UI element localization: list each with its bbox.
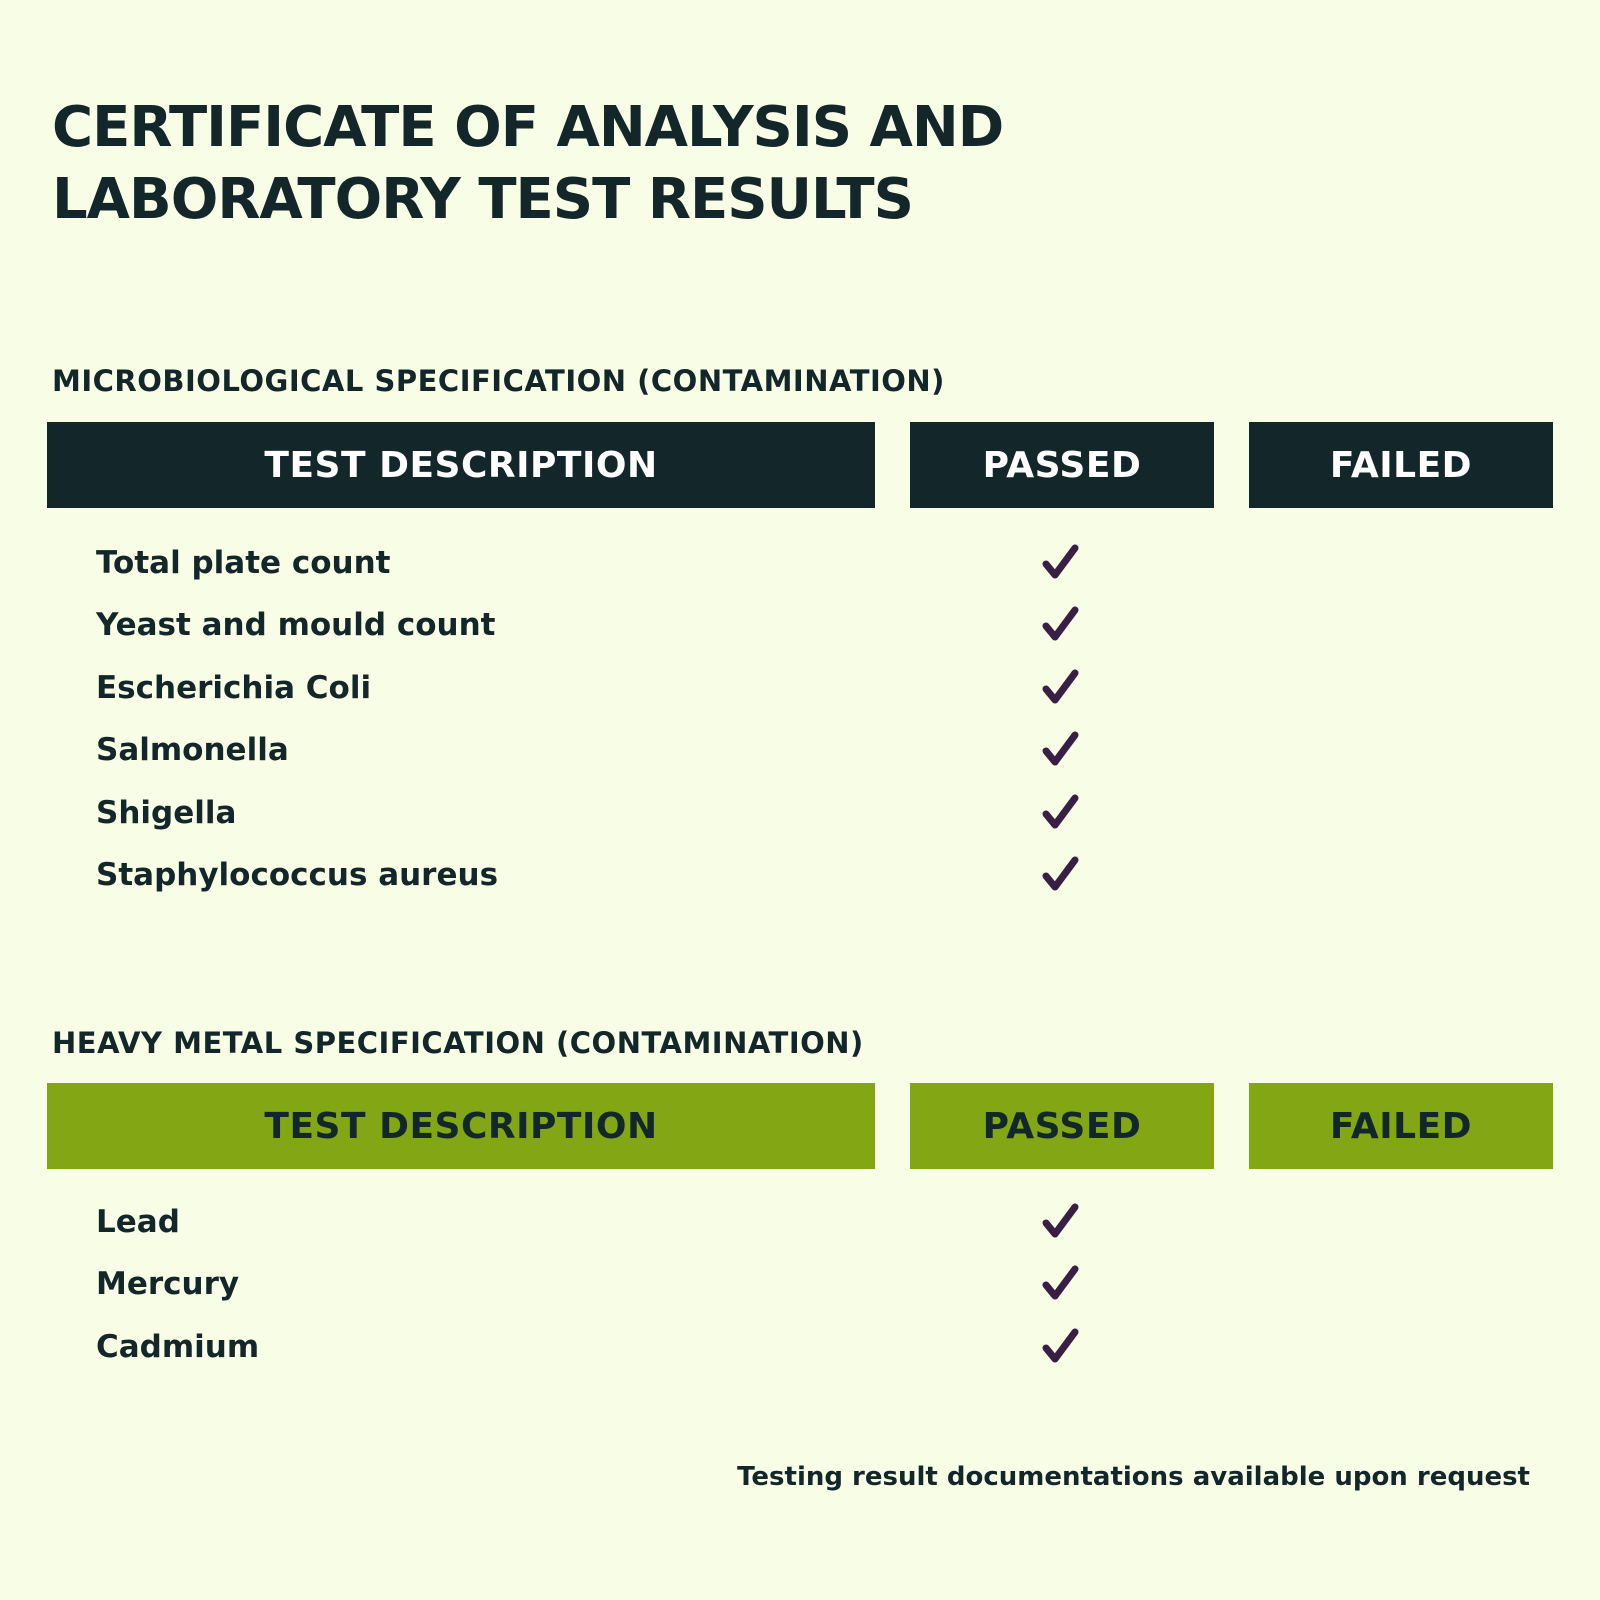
table-row	[96, 1253, 1536, 1315]
test-name: Yeast and mould count	[96, 607, 496, 644]
microbiological-header-test-description: TEST DESCRIPTION	[47, 422, 875, 508]
test-name: Cadmium	[96, 1328, 260, 1365]
heavy-metal-header-failed: FAILED	[1249, 1083, 1553, 1169]
page-title-line-2: LABORATORY TEST RESULTS	[52, 167, 913, 232]
heavy-metal-header-test-description: TEST DESCRIPTION	[47, 1083, 875, 1169]
table-row	[96, 532, 1536, 594]
checkmark-icon	[1040, 604, 1082, 646]
table-row	[96, 657, 1536, 719]
microbiological-header-failed: FAILED	[1249, 422, 1553, 508]
heavy-metal-header-passed: PASSED	[910, 1083, 1214, 1169]
microbiological-header-passed: PASSED	[910, 422, 1214, 508]
table-row	[96, 719, 1536, 781]
checkmark-icon	[1040, 729, 1082, 771]
checkmark-icon	[1040, 792, 1082, 834]
test-name: Escherichia Coli	[96, 669, 372, 706]
test-name: Staphylococcus aureus	[96, 857, 499, 893]
test-name: Lead	[96, 1204, 180, 1240]
microbiological-section-label: MICROBIOLOGICAL SPECIFICATION (CONTAMINATION)	[52, 364, 945, 398]
page-title-line-1: CERTIFICATE OF ANALYSIS AND	[52, 95, 1004, 160]
page-title	[52, 92, 1052, 236]
checkmark-icon	[1040, 854, 1082, 896]
test-name: Salmonella	[96, 732, 289, 769]
table-row	[96, 1191, 1536, 1253]
test-name: Shigella	[96, 794, 237, 831]
checkmark-icon	[1040, 1201, 1082, 1243]
table-row	[96, 782, 1536, 844]
checkmark-icon	[1040, 1326, 1082, 1368]
test-name: Mercury	[96, 1266, 240, 1303]
checkmark-icon	[1040, 1263, 1082, 1305]
heavy-metal-section-label: HEAVY METAL SPECIFICATION (CONTAMINATION)	[52, 1026, 864, 1060]
checkmark-icon	[1040, 667, 1082, 709]
table-row	[96, 594, 1536, 656]
footnote: Testing result documentations available upon request	[737, 1462, 1530, 1492]
checkmark-icon	[1040, 542, 1082, 584]
table-row	[96, 1316, 1536, 1378]
test-name: Total plate count	[96, 545, 391, 581]
table-row	[96, 844, 1536, 906]
